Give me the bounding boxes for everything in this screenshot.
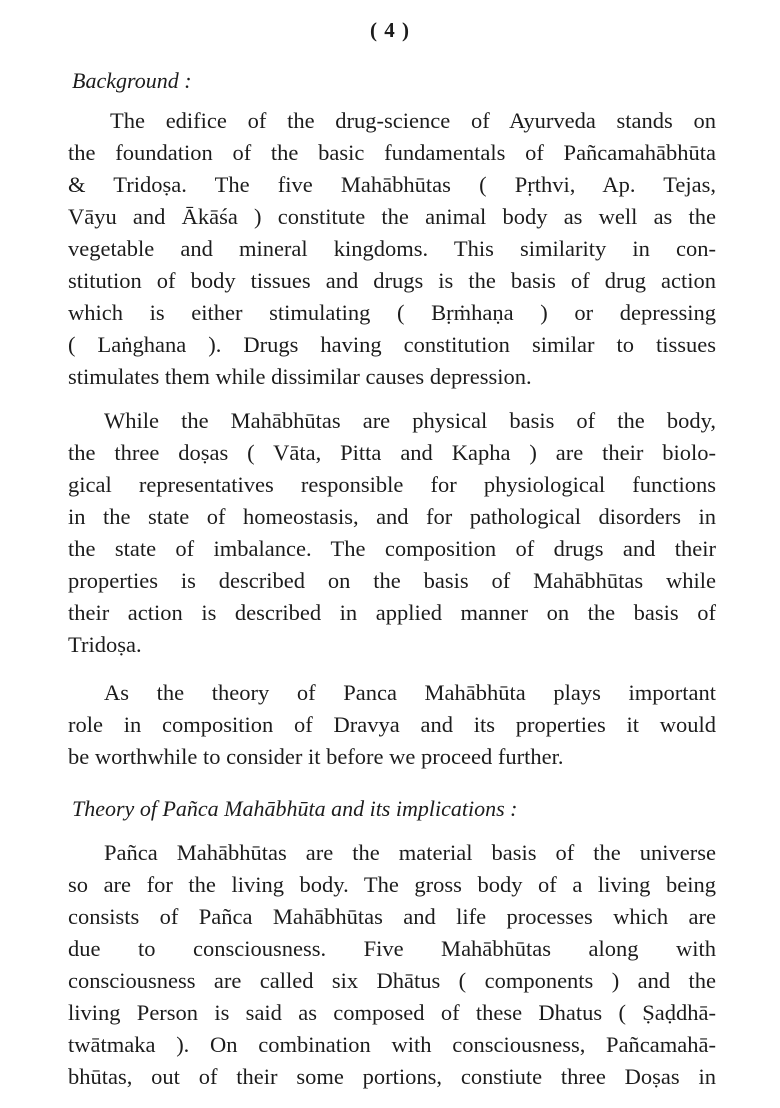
- text-line: gical representatives responsible for physiological functions: [68, 472, 716, 497]
- text-line: in the state of homeostasis, and for pathological disorders in: [68, 504, 716, 529]
- text-line: the state of imbalance. The composition of drugs and their: [68, 536, 716, 561]
- text-line: While the Mahābhūtas are physical basis of the body,: [104, 408, 716, 433]
- text-line: bhūtas, out of their some portions, constiute three Doṣas in: [68, 1064, 716, 1089]
- text-line: Pañca Mahābhūtas are the material basis of the universe: [104, 840, 716, 865]
- text-line: ( Laṅghana ). Drugs having constitution similar to tissues: [68, 332, 716, 357]
- text-line: their action is described in applied manner on the basis of: [68, 600, 716, 625]
- text-line: due to consciousness. Five Mahābhūtas along with: [68, 936, 716, 961]
- text-line: living Person is said as composed of these Dhatus ( Ṣaḍdhā-: [68, 1000, 716, 1025]
- text-line: which is either stimulating ( Bṛṁhaṇa ) or depressing: [68, 300, 716, 325]
- text-line: As the theory of Panca Mahābhūta plays important: [104, 680, 716, 705]
- text-line: consists of Pañca Mahābhūtas and life processes which are: [68, 904, 716, 929]
- text-line: stitution of body tissues and drugs is the basis of drug action: [68, 268, 716, 293]
- text-line: stimulates them while dissimilar causes depression.: [68, 364, 532, 389]
- text-line: so are for the living body. The gross body of a living being: [68, 872, 716, 897]
- page-number: ( 4 ): [370, 18, 410, 42]
- text-line: role in composition of Dravya and its properties it would: [68, 712, 716, 737]
- text-line: The edifice of the drug-science of Ayurveda stands on: [110, 108, 716, 133]
- text-line: Vāyu and Ākāśa ) constitute the animal body as well as the: [68, 204, 716, 229]
- text-line: the three doṣas ( Vāta, Pitta and Kapha ) are their biolo-: [68, 440, 716, 465]
- section-heading-background: Background :: [72, 68, 192, 93]
- text-line: the foundation of the basic fundamentals of Pañcamahābhūta: [68, 140, 716, 165]
- text-line: be worthwhile to consider it before we proceed further.: [68, 744, 564, 769]
- text-line: properties is described on the basis of Mahābhūtas while: [68, 568, 716, 593]
- text-line: vegetable and mineral kingdoms. This similarity in con-: [68, 236, 716, 261]
- text-line: & Tridoṣa. The five Mahābhūtas ( Pṛthvi, Ap. Tejas,: [68, 172, 716, 197]
- text-line: Tridoṣa.: [68, 632, 142, 657]
- text-line: consciousness are called six Dhātus ( components ) and the: [68, 968, 716, 993]
- section-heading-theory: Theory of Pañca Mahābhūta and its implications :: [72, 796, 518, 821]
- text-line: twātmaka ). On combination with consciousness, Pañcamahā-: [68, 1032, 716, 1057]
